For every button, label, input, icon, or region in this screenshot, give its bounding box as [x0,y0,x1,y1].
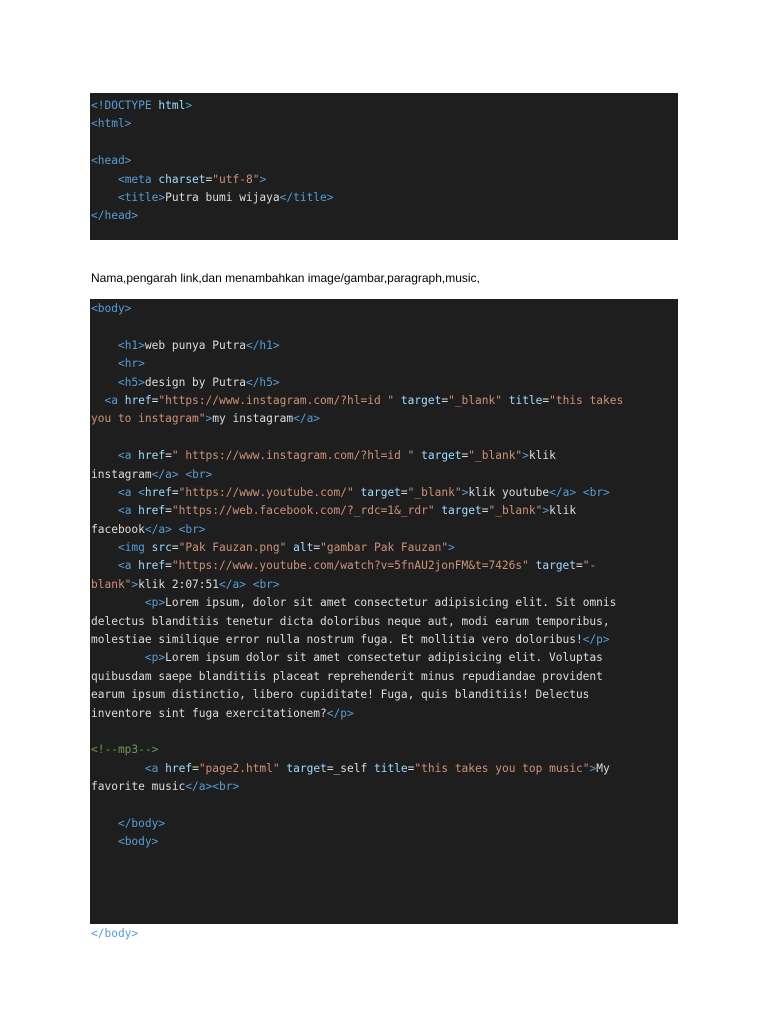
code-token: <a [104,393,125,407]
code-token: </a> [144,522,172,536]
code-token: target [421,449,462,463]
code-token: "gambar Pak Fauzan" [320,541,449,555]
code-token: = [407,761,415,775]
code-token: > [542,504,550,518]
code-line [91,337,678,355]
code-token: > [461,485,469,499]
code-token [91,835,118,848]
code-token: "utf-8" [212,172,260,186]
code-line [91,889,678,907]
code-line [91,576,678,594]
code-token: <head> [91,154,132,168]
code-token: </a> [293,412,321,426]
code-token [91,357,118,370]
code-token: <html> [91,117,132,131]
code-token: <p> [144,596,166,610]
code-token: = [171,485,179,499]
code-line [91,907,678,925]
code-token: instagram [91,467,152,481]
code-token: <hr> [117,357,145,371]
code-line [91,484,678,502]
code-token [354,486,361,499]
code-token: inventore sint fuga exercitationem? [91,706,327,720]
code-token: > [589,761,597,775]
code-token: href [138,559,166,573]
code-line [91,833,678,851]
code-token: "https://www.youtube.com/watch?v=5fnAU2jonFM&t=7426s" [171,559,529,573]
code-token [576,486,583,499]
code-line [91,778,678,796]
code-token: target [441,504,482,518]
code-token: <body> [91,302,132,315]
code-token: < [138,485,145,499]
code-token: html [158,99,186,112]
code-token: = [171,541,179,555]
code-token [529,559,536,572]
code-token: href [124,393,152,407]
code-token: web punya Putra [144,338,246,352]
code-token: " https://www.instagram.com/?hl=id " [171,449,415,463]
code-token: blank" [91,577,132,591]
code-line [91,392,678,410]
code-token: =_self [326,761,374,775]
code-token: my instagram [212,412,294,426]
code-token [91,651,145,664]
code-token: quibusdam saepe blanditiis placeat reprehenderit minus repudiandae provident [91,669,603,683]
code-token: = [542,393,550,407]
code-token: = [481,504,489,518]
code-line [91,521,678,539]
code-token: > [448,541,455,555]
code-token: href [144,485,172,499]
code-token: <!DOCTYPE [91,99,159,112]
code-token: <a [144,761,166,775]
code-token: klik 2:07:51 [138,577,219,591]
code-token: klik [549,504,577,518]
code-line [91,410,678,428]
code-token: = [151,393,159,407]
code-line [91,852,678,870]
code-token: "_blank" [407,485,462,499]
code-token: > [259,172,267,186]
code-token: <h5> [117,375,145,389]
code-token: charset [158,172,206,186]
code-token: <a [117,559,139,573]
code-token: <br> [582,485,610,499]
code-token: molestiae similique error nulla nostrum fuga. Et mollitia vero doloribus! [91,633,583,647]
code-token: Putra bumi wijaya [165,190,280,204]
code-token: <br> [185,467,213,481]
code-token [91,339,118,352]
code-token: target [360,485,401,499]
code-line [91,207,678,225]
code-token: "Pak Fauzan.png" [178,541,287,555]
code-token: title [508,393,543,407]
code-token: </a><br> [185,780,240,794]
code-token: </h1> [245,338,280,352]
code-line [91,355,678,373]
code-token: "this takes [549,393,624,407]
code-token: favorite music [91,780,186,794]
code-token: <a [117,485,139,499]
code-token: <title> [117,190,166,204]
code-token: = [165,559,172,573]
code-token: "https://www.youtube.com/" [178,485,354,499]
code-line [91,134,678,152]
code-line [91,115,678,133]
code-token: </title> [279,190,334,204]
code-token: klik [528,449,556,463]
code-line [91,539,678,557]
code-line [91,97,678,115]
code-token: href [138,504,166,518]
code-token: = [576,559,583,573]
code-token: Lorem ipsum, dolor sit amet consectetur adipisicing elit. Sit omnis [165,596,617,610]
code-line [91,447,678,465]
code-line [91,668,678,686]
code-block-body [90,299,678,941]
code-line [91,171,678,189]
code-token: href [138,449,166,463]
code-line [91,870,678,888]
code-token: <!--mp3--> [91,743,159,757]
code-token [91,559,118,572]
code-line [91,797,678,815]
code-token: <h1> [117,338,145,352]
code-token: </body> [91,927,139,941]
code-line [91,594,678,612]
code-token: "page2.html" [198,761,280,775]
code-token [91,376,118,389]
code-token [91,541,118,554]
code-token: facebook [91,522,145,536]
code-token: "this takes you top music" [414,761,590,775]
code-token: <a [117,504,139,518]
code-token: = [400,485,408,499]
code-token: <br> [178,522,206,536]
code-token: design by Putra [144,375,246,389]
code-token [91,817,118,830]
code-line [91,613,678,631]
code-token: </a> [549,485,577,499]
code-token [91,191,118,204]
code-line [91,705,678,723]
code-line [91,649,678,667]
code-token: <a [117,449,139,463]
code-token: </a> [219,577,246,591]
code-line [91,189,678,207]
code-line [91,925,678,943]
code-token: </p> [326,706,354,720]
code-token: = [165,449,172,463]
code-line [91,686,678,704]
code-token: "_blank" [488,504,543,518]
code-token: > [522,449,529,463]
code-token: "- [582,559,597,573]
code-token [91,173,118,186]
code-token: "_blank" [468,449,523,463]
code-token [172,523,179,536]
code-line [91,318,678,336]
code-line [91,502,678,520]
code-token: <body> [117,835,159,849]
code-token: > [185,99,193,112]
code-token: "https://web.facebook.com/?_rdc=1&_rdr" [171,504,435,518]
code-token: = [313,541,321,555]
code-token: Lorem ipsum dolor sit amet consectetur adipisicing elit. Voluptas [165,651,603,665]
code-token: </h5> [245,375,280,389]
code-line [91,152,678,170]
code-token: > [205,412,213,426]
code-token: = [192,761,199,775]
code-token: you to instagram" [91,412,206,426]
code-line [91,741,678,759]
code-token: = [165,504,172,518]
code-line [91,429,678,447]
code-token: delectus blanditiis tenetur dicta doloribus neque aut, modi earum temporibus, [91,614,610,628]
code-line [91,557,678,575]
code-token: </a> [151,467,179,481]
code-token: src [151,541,172,555]
code-token: alt [293,541,314,555]
code-token: target [535,559,577,573]
code-token: klik youtube [468,485,550,499]
code-token: <img [117,541,152,555]
code-token [91,394,104,407]
code-token: <br> [252,577,280,591]
code-token: = [441,393,449,407]
code-token: title [373,761,408,775]
code-line [91,300,678,318]
code-token: "_blank" [448,393,502,407]
code-token: = [205,172,213,186]
code-token [91,449,118,462]
code-block-head [90,93,678,240]
code-token [502,394,509,407]
code-token: = [461,449,469,463]
code-token: target [400,393,442,407]
code-token: <meta [117,172,159,186]
code-token: "https://www.instagram.com/?hl=id " [158,393,395,407]
code-line [91,723,678,741]
code-token: </head> [91,209,139,223]
code-token [91,504,118,517]
code-line [91,815,678,833]
code-token: > [131,577,139,591]
code-token [91,486,118,499]
code-token [91,762,145,775]
code-token: </body> [117,816,166,830]
code-line [91,466,678,484]
code-line [91,374,678,392]
section-caption: Nama,pengarah link,dan menambahkan image/gambar,paragraph,music, [91,271,480,285]
code-token: <p> [144,651,166,665]
code-token [394,394,401,407]
code-line [91,631,678,649]
code-token [91,596,145,609]
code-token: target [286,761,327,775]
code-token: My [596,761,610,775]
code-line [91,760,678,778]
code-token: href [165,761,193,775]
code-token [246,578,253,591]
code-token: earum ipsum distinctio, libero cupiditate! Fuga, quis blanditiis! Delectus [91,688,590,702]
code-token: </p> [582,633,610,647]
